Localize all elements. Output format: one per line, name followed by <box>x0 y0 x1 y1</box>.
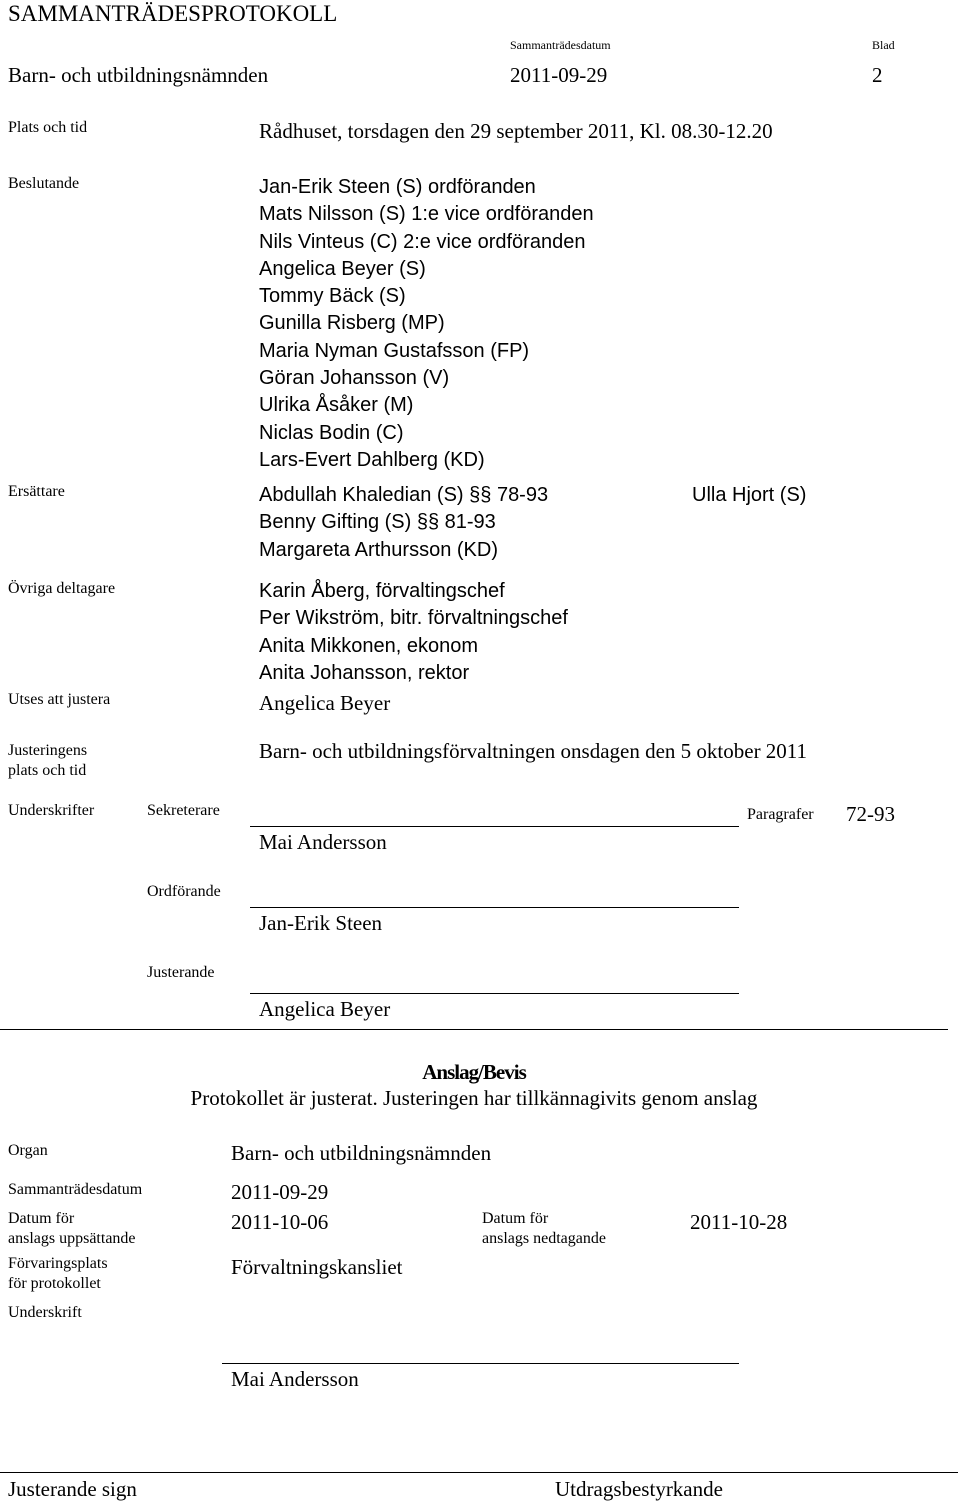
secretary-label: Sekreterare <box>147 802 220 819</box>
list-item: Anita Mikkonen, ekonom <box>259 634 479 657</box>
secretary-signature-line <box>250 826 739 827</box>
others-label: Övriga deltagare <box>8 580 116 597</box>
date-column-label: Sammanträdesdatum <box>510 38 611 52</box>
signature-adjuster-name: Angelica Beyer <box>259 997 391 1021</box>
list-item: Angelica Beyer (S) <box>259 257 426 280</box>
page-column-label: Blad <box>872 38 895 52</box>
removal-date-label-line: Datum för <box>482 1210 549 1227</box>
posting-date-label-line: anslags uppsättande <box>8 1230 136 1247</box>
chair-name: Jan-Erik Steen <box>259 911 383 935</box>
list-item: Ulrika Åsåker (M) <box>259 394 414 417</box>
adjust-place-value: Barn- och utbildningsförvaltningen onsdagen den 5 oktober 2011 <box>259 739 808 763</box>
adjust-place-label-line: plats och tid <box>8 762 87 779</box>
list-item: Mats Nilsson (S) 1:e vice ordföranden <box>259 203 594 226</box>
page-number: 2 <box>872 63 883 87</box>
place-value: Rådhuset, torsdagen den 29 september 2011, Kl. 08.30-12.20 <box>259 119 773 143</box>
substitutes-label: Ersättare <box>8 483 65 500</box>
place-label: Plats och tid <box>8 119 88 136</box>
notice-signer-name: Mai Andersson <box>231 1367 359 1391</box>
list-item: Niclas Bodin (C) <box>259 421 404 444</box>
organ-value: Barn- och utbildningsnämnden <box>231 1141 492 1165</box>
notice-title: Anslag/Bevis <box>422 1060 526 1084</box>
list-item: Karin Åberg, förvaltingschef <box>259 580 505 602</box>
adjust-place-label-line: Justeringens <box>8 742 88 759</box>
notice-signature-line <box>222 1363 739 1364</box>
posting-date-label <box>8 1209 136 1249</box>
storage-label <box>8 1254 108 1294</box>
list-item: Göran Johansson (V) <box>259 367 450 390</box>
paragraphs-value: 72-93 <box>846 802 895 826</box>
signature-adjuster-label: Justerande <box>147 964 215 981</box>
storage-label-line: för protokollet <box>8 1275 101 1292</box>
list-item: Abdullah Khaledian (S) §§ 78-93 <box>259 484 549 506</box>
removal-date-label-line: anslags nedtagande <box>482 1230 606 1247</box>
secretary-name: Mai Andersson <box>259 830 387 854</box>
list-item: Margareta Arthursson (KD) <box>259 538 498 561</box>
adjuster-name: Angelica Beyer <box>259 691 391 715</box>
deciding-label: Beslutande <box>8 175 80 192</box>
list-item: Lars-Evert Dahlberg (KD) <box>259 448 485 471</box>
list-item: Jan-Erik Steen (S) ordföranden <box>259 176 536 198</box>
adjuster-signature-line <box>250 993 739 994</box>
list-item: Tommy Bäck (S) <box>259 285 406 308</box>
organ-label: Organ <box>8 1142 48 1159</box>
storage-label-line: Förvaringsplats <box>8 1255 108 1272</box>
substitutes-list <box>259 482 548 564</box>
adjust-place-label <box>8 741 87 781</box>
meeting-date-value: 2011-09-29 <box>231 1180 329 1204</box>
posting-date-value: 2011-10-06 <box>231 1210 329 1234</box>
chair-label: Ordförande <box>147 883 221 900</box>
adjuster-label: Utses att justera <box>8 691 111 708</box>
list-item: Gunilla Risberg (MP) <box>259 312 445 335</box>
removal-date-value: 2011-10-28 <box>690 1210 788 1234</box>
list-item: Maria Nyman Gustafsson (FP) <box>259 339 530 362</box>
list-item: Anita Johansson, rektor <box>259 661 470 684</box>
notice-text: Protokollet är justerat. Justeringen har tillkännagivits genom anslag <box>190 1086 758 1110</box>
committee-name: Barn- och utbildningsnämnden <box>8 63 269 87</box>
document-title: SAMMANTRÄDESPROTOKOLL <box>8 1 338 26</box>
storage-value: Förvaltningskansliet <box>231 1255 403 1279</box>
notice-signature-label: Underskrift <box>8 1304 82 1321</box>
footer-extract-certification: Utdragsbestyrkande <box>555 1477 723 1501</box>
meeting-date: 2011-09-29 <box>510 63 608 87</box>
footer-adjuster-sign: Justerande sign <box>8 1477 137 1501</box>
substitute-extra: Ulla Hjort (S) <box>692 484 807 506</box>
footer-divider <box>0 1472 958 1473</box>
section-divider <box>0 1029 948 1030</box>
list-item: Benny Gifting (S) §§ 81-93 <box>259 511 496 534</box>
removal-date-label <box>482 1209 606 1249</box>
list-item: Nils Vinteus (C) 2:e vice ordföranden <box>259 230 586 253</box>
chair-signature-line <box>250 907 739 908</box>
signatures-label: Underskrifter <box>8 802 95 819</box>
deciding-list <box>259 174 594 474</box>
posting-date-label-line: Datum för <box>8 1210 75 1227</box>
paragraphs-label: Paragrafer <box>747 806 814 823</box>
others-list <box>259 578 568 687</box>
meeting-date-label: Sammanträdesdatum <box>8 1181 143 1198</box>
list-item: Per Wikström, bitr. förvaltningschef <box>259 607 568 630</box>
